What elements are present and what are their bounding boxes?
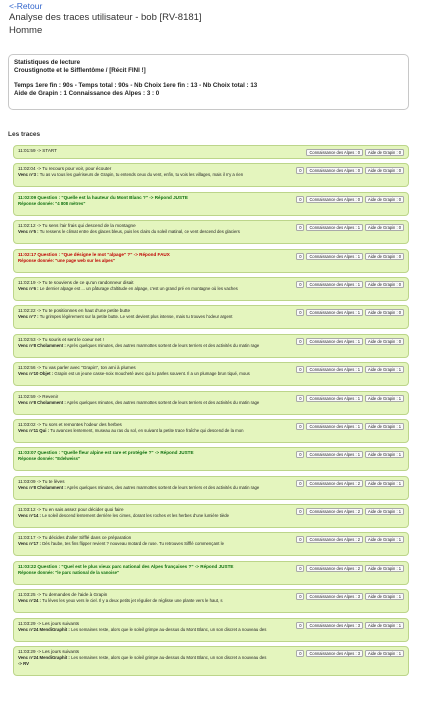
trace-row [13,334,409,358]
trace-header: 11:02:09 Question : "Quelle est la hauteur du Mont Blanc ?" -> Répond JUSTE [18,194,188,200]
grapin-help-button[interactable]: Aide de Grapin : 1 [365,423,404,430]
trace-zero-button[interactable]: 0 [296,338,304,345]
trace-row [13,192,409,216]
trace-detail [18,513,290,519]
trace-counters [296,253,404,260]
trace-detail-text: Tu as vu tous les guériseurs de Grapin, tu entends ceux du vent, enfin, tu vois les villages, mais il n'y a rien [39,172,244,178]
grapin-help-button[interactable]: Aide de Grapin : 0 [365,253,404,260]
trace-row [13,163,409,187]
stats-heading: Statistiques de lecture [14,59,81,66]
trace-counters [296,593,404,600]
stats-line-help: Aide de Grapin : 1 Connaissance des Alpes : 3 : 0 [14,90,160,98]
grapin-help-button[interactable]: Aide de Grapin : 0 [365,149,404,156]
back-link[interactable]: <-Retour [9,1,43,11]
trace-header: 11:03:12 -> Tu en sais assez pour décider quoi faire [18,507,124,513]
trace-zero-button[interactable]: 0 [296,622,304,629]
trace-zero-button[interactable]: 0 [296,650,304,657]
trace-detail-label: Venc n°5 : [18,229,39,235]
trace-zero-button[interactable]: 0 [296,167,304,174]
trace-detail-label: Venc n°17 : [18,541,41,547]
alpes-knowledge-button[interactable]: Connaissance des Alpes : 3 [306,650,363,657]
alpes-knowledge-button[interactable]: Connaissance des Alpes : 1 [306,309,363,316]
trace-detail [18,428,290,434]
trace-counters [296,480,404,487]
trace-counters [296,224,404,231]
trace-detail-text: Tu grimpes légèrement sur la petite butte. Le vent devient plus intense, mais tu trouves l'odeur argent [39,314,233,320]
grapin-help-button[interactable]: Aide de Grapin : 1 [365,650,404,657]
trace-response: Réponse donnée: "une page web sur les alpes" [18,257,115,263]
page-title: Analyse des traces utilisateur - bob [RV-8181] [9,12,202,23]
trace-zero-button[interactable]: 0 [296,508,304,515]
trace-counters [296,395,404,402]
trace-counters [296,622,404,629]
trace-header: 11:02:59 -> Revenir [18,393,59,399]
trace-zero-button[interactable]: 0 [296,309,304,316]
trace-header: 11:03:02 -> Tu sors et remontes l'odeur des herbes [18,421,122,427]
trace-counters [296,167,404,174]
trace-row [13,305,409,329]
trace-detail [18,485,290,491]
trace-header: 11:03:09 -> Tu te lèves [18,478,65,484]
trace-row [13,532,409,556]
trace-detail-text: Tu ressens le climat entre des glaces bleus, puis les clairs du soleil matinal, ce vent descend des glaciers [39,229,240,235]
trace-detail-label: Venc n°11 Qui : [18,427,50,433]
trace-detail-label: Venc n°6 : [18,285,39,291]
grapin-help-button[interactable]: Aide de Grapin : 1 [365,366,404,373]
trace-counters [296,309,404,316]
alpes-knowledge-button[interactable]: Connaissance des Alpes : 1 [306,338,363,345]
trace-header: 11:01:59 -> START [18,148,57,153]
trace-zero-button[interactable]: 0 [296,196,304,203]
trace-detail [18,172,290,178]
trace-counters [296,508,404,515]
trace-header: 11:02:56 -> Tu vas parler avec "Grapin", ton ami à plumes [18,365,136,371]
trace-detail-label: Venc n°24 MendiGraphit : [18,626,70,632]
trace-response: Réponse donnée: "Edelweiss" [18,456,81,462]
trace-row [13,476,409,500]
alpes-knowledge-button[interactable]: Connaissance des Alpes : 0 [306,149,363,156]
trace-counters [296,366,404,373]
trace-response: -> RV [18,661,30,667]
trace-detail-text: Tu avances lentement, museau au ras du sol, en suivant la petite trace fraîche qui descend de la mon [50,427,244,433]
alpes-knowledge-button[interactable]: Connaissance des Alpes : 2 [306,508,363,515]
trace-zero-button[interactable]: 0 [296,536,304,543]
reading-stats-panel [8,54,409,110]
trace-header: 11:03:25 -> Tu demandes de l'aide à Grapin [18,592,108,598]
trace-row [13,618,409,642]
trace-header: 11:03:29 -> Les jours suivants [18,649,80,655]
grapin-help-button[interactable]: Aide de Grapin : 0 [365,281,404,288]
trace-detail-text: Tu lèves les yeux vers le ciel. Il y a deux petits jet régulier de réglisse une plante vers le haut, s [42,598,223,604]
grapin-help-button[interactable]: Aide de Grapin : 1 [365,536,404,543]
trace-row [13,646,409,676]
trace-zero-button[interactable]: 0 [296,480,304,487]
trace-detail [18,371,290,377]
trace-counters [296,423,404,430]
trace-detail [18,343,290,349]
grapin-help-button[interactable]: Aide de Grapin : 0 [365,338,404,345]
alpes-knowledge-button[interactable]: Connaissance des Alpes : 2 [306,480,363,487]
trace-row [13,277,409,301]
trace-detail [18,286,290,292]
alpes-knowledge-button[interactable]: Connaissance des Alpes : 1 [306,224,363,231]
alpes-knowledge-button[interactable]: Connaissance des Alpes : 1 [306,423,363,430]
trace-header: 11:02:19 -> Tu te souviens de ce qu'un randonneur disait [18,279,134,285]
trace-header: 11:02:17 Question : "Que désigne le mot "alpage" ?" -> Répond FAUX [18,251,170,257]
trace-counters [296,451,404,458]
trace-detail [18,400,290,406]
trace-row [13,561,409,585]
trace-row [13,391,409,415]
stats-line-times: Temps 1ere fin : 90s - Temps total : 90s - Nb Choix 1ere fin : 13 - Nb Choix total : 13 [14,81,258,89]
trace-zero-button[interactable]: 0 [296,565,304,572]
trace-row [13,419,409,443]
trace-header: 11:02:04 -> Tu recours pour voir, pour écouter [18,166,112,172]
trace-zero-button[interactable]: 0 [296,451,304,458]
trace-row [13,220,409,244]
alpes-knowledge-button[interactable]: Connaissance des Alpes : 3 [306,593,363,600]
traces-list [13,145,409,680]
trace-detail [18,627,290,633]
trace-zero-button[interactable]: 0 [296,395,304,402]
trace-detail-label: Venc n°10 Objet : [18,371,54,377]
trace-header: 11:02:53 -> Tu souris et sent le coeur net ! [18,336,104,342]
alpes-knowledge-button[interactable]: Connaissance des Alpes : 0 [306,196,363,203]
trace-row [13,589,409,613]
trace-detail-text: Après quelques minutes, des autres marmottes sortent de leurs terriers et des activités du matin rage [66,399,260,405]
trace-detail-text: Grapin est un jeune casse-noix moucheté avec qui tu parles souvent. Il a un plumage brun tiqué, mous [54,371,250,377]
trace-zero-button[interactable]: 0 [296,253,304,260]
trace-detail [18,598,290,604]
trace-response: Réponse donnée: "le parc national de la vanoise" [18,569,120,575]
grapin-help-button[interactable]: Aide de Grapin : 1 [365,565,404,572]
trace-detail-label: Venc n°14 : [18,513,41,519]
trace-header: 11:03:07 Question : "Quelle fleur alpine est rare et protégée ?" -> Répond JUSTE [18,450,194,456]
trace-detail-text: Le dernier alpage est ... un pâturage d'altitude en alpage, c'est un grand pré en montagne où les vaches [39,285,238,291]
trace-detail [18,655,290,661]
trace-detail-text: Le soleil descend lentement derrière les cimes, dorant les roches et les herbes d'une lumière tiède [42,513,230,519]
alpes-knowledge-button[interactable]: Connaissance des Alpes : 1 [306,395,363,402]
trace-row [13,362,409,386]
grapin-help-button[interactable]: Aide de Grapin : 1 [365,480,404,487]
trace-zero-button[interactable]: 0 [296,593,304,600]
trace-header: 11:02:22 -> Tu te positionnes en haut d'une petite butte [18,308,131,314]
trace-detail-text: Les semaines reste, alors que le soleil grimpe au-dessus du Mont Blanc, un son discret a nouveau des [71,655,267,661]
grapin-help-button[interactable]: Aide de Grapin : 1 [365,508,404,515]
grapin-help-button[interactable]: Aide de Grapin : 0 [365,224,404,231]
trace-row [13,447,409,471]
trace-response: Réponse donnée: "4 808 mètres" [18,200,86,206]
trace-zero-button[interactable]: 0 [296,281,304,288]
grapin-help-button[interactable]: Aide de Grapin : 0 [365,196,404,203]
trace-detail-text: Après quelques minutes, des autres marmottes sortent de leurs terriers et des activités du matin rage [66,342,260,348]
grapin-help-button[interactable]: Aide de Grapin : 0 [365,167,404,174]
trace-detail-label: Venc n°24 : [18,598,41,604]
trace-detail-label: Venc n°8 Cholamment : [18,342,66,348]
trace-detail-text: Les semaines reste, alors que le soleil grimpe au-dessus du Mont Blanc, un son discret a nouveau des [71,626,267,632]
traces-section-title: Les traces [8,131,41,138]
trace-counters [306,149,404,156]
trace-detail [18,229,290,235]
trace-counters [296,565,404,572]
grapin-help-button[interactable]: Aide de Grapin : 1 [365,395,404,402]
trace-zero-button[interactable]: 0 [296,423,304,430]
grapin-help-button[interactable]: Aide de Grapin : 1 [365,593,404,600]
trace-header: 11:03:17 -> Tu décides d'aller Sifflé dans ce préparation [18,535,132,541]
trace-header: 11:03:29 -> Les jours suivants [18,620,80,626]
trace-counters [296,536,404,543]
trace-zero-button[interactable]: 0 [296,366,304,373]
trace-detail [18,314,290,320]
alpes-knowledge-button[interactable]: Connaissance des Alpes : 1 [306,366,363,373]
alpes-knowledge-button[interactable]: Connaissance des Alpes : 2 [306,536,363,543]
alpes-knowledge-button[interactable]: Connaissance des Alpes : 1 [306,451,363,458]
alpes-knowledge-button[interactable]: Connaissance des Alpes : 1 [306,281,363,288]
trace-detail-text: Dès l'aube, tes fins flipper revient ? nouveau motard de ruse. Tu retrouves Sifflé commençant le [42,541,224,547]
trace-row [13,504,409,528]
trace-detail-label: Venc n°24 MendiGraphit : [18,655,70,661]
alpes-knowledge-button[interactable]: Connaissance des Alpes : 3 [306,622,363,629]
trace-detail-label: Venc n°8 Cholamment : [18,484,66,490]
trace-detail-text: Après quelques minutes, des autres marmottes sortent de leurs terriers et des activités du matin rage [66,484,260,490]
trace-zero-button[interactable]: 0 [296,224,304,231]
trace-counters [296,650,404,657]
trace-detail-label: Venc n°3 : [18,172,39,178]
trace-row [13,145,409,159]
trace-detail-label: Venc n°8 Cholamment : [18,399,66,405]
page-subtitle: Homme [9,25,43,36]
stats-story: Croustignotte et le Sifflentôme / [Récit FINI !] [14,67,146,75]
trace-header: 11:03:22 Question : "Quel est le plus vieux parc national des Alpes françaises ?" -> Répond JUSTE [18,563,234,569]
trace-detail [18,541,290,547]
alpes-knowledge-button[interactable]: Connaissance des Alpes : 0 [306,167,363,174]
trace-counters [296,281,404,288]
trace-counters [296,196,404,203]
alpes-knowledge-button[interactable]: Connaissance des Alpes : 2 [306,565,363,572]
trace-counters [296,338,404,345]
grapin-help-button[interactable]: Aide de Grapin : 1 [365,451,404,458]
alpes-knowledge-button[interactable]: Connaissance des Alpes : 1 [306,253,363,260]
trace-header: 11:02:12 -> Tu sens l'air frais qui descend de la montagne [18,223,136,229]
grapin-help-button[interactable]: Aide de Grapin : 1 [365,622,404,629]
trace-detail-label: Venc n°7 : [18,314,39,320]
grapin-help-button[interactable]: Aide de Grapin : 0 [365,309,404,316]
trace-row [13,249,409,273]
